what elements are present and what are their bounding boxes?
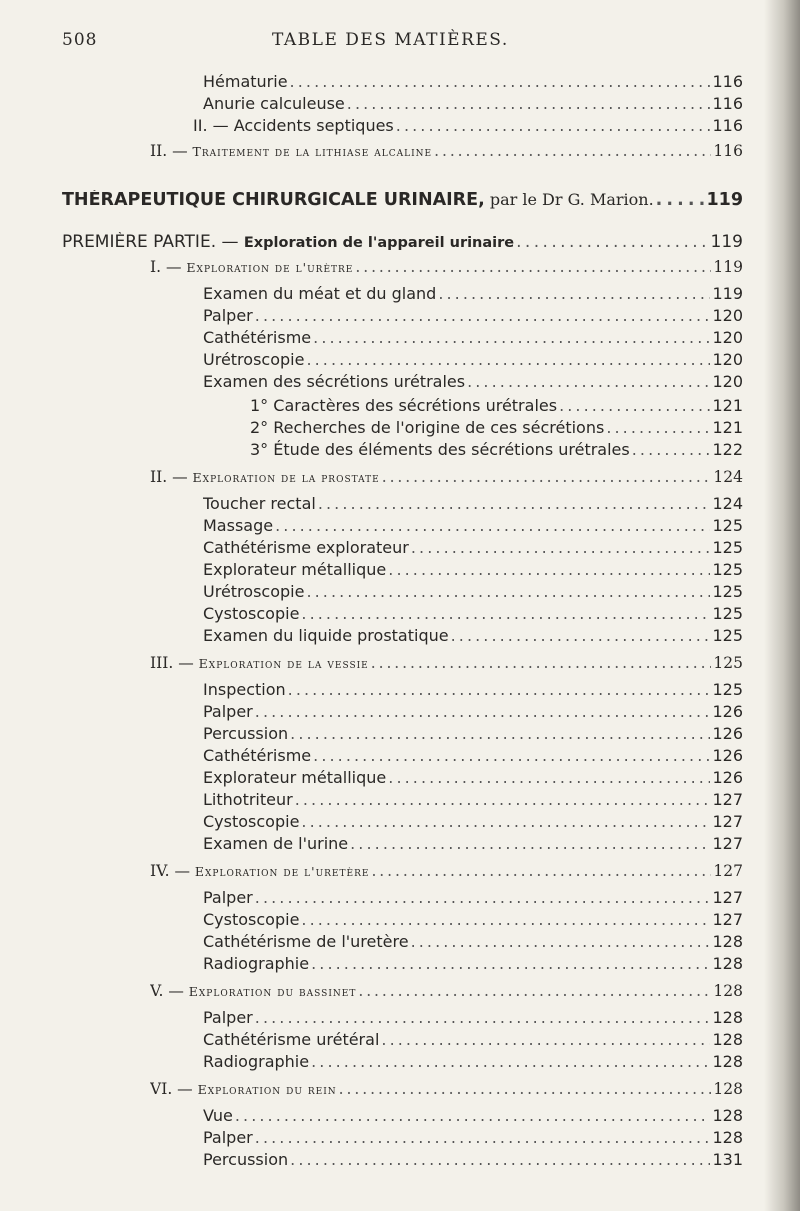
dot-leader	[388, 560, 710, 579]
toc-entry	[203, 626, 743, 648]
part-subtitle: Exploration de l'appareil urinaire	[243, 235, 515, 251]
toc-entry-label: Urétroscopie	[203, 350, 305, 369]
toc-entry-title	[203, 702, 253, 721]
dot-leader	[632, 440, 711, 459]
toc-entry-label: Cathétérisme explorateur	[203, 538, 409, 557]
toc-entry-label: Palper	[203, 702, 253, 721]
toc-entry	[250, 418, 743, 440]
toc-entry	[150, 258, 743, 280]
toc-entry-label: Radiographie	[203, 954, 310, 973]
author-credit: par le Dr G. Marion.	[484, 190, 654, 209]
toc-entry-title	[203, 932, 409, 951]
toc-entry-title	[193, 116, 394, 135]
toc-entry	[203, 582, 743, 604]
toc-entry-title	[203, 888, 253, 907]
toc-entry	[203, 702, 743, 724]
toc-entry	[150, 862, 743, 884]
toc-entry-label: 1° Caractères des sécrétions urétrales	[250, 396, 558, 415]
dot-leader	[371, 654, 712, 672]
toc-entry	[203, 1128, 743, 1150]
toc-entry-title	[203, 1106, 233, 1125]
toc-entry-title	[203, 1030, 379, 1049]
dot-leader	[306, 582, 710, 601]
dot-leader	[438, 284, 710, 303]
toc-entry-title	[150, 468, 380, 486]
toc-entry	[203, 494, 743, 516]
dot-leader	[290, 724, 710, 743]
toc-page-number: 127	[712, 910, 743, 929]
toc-entry-label: Traitement de la lithiase alcaline	[192, 144, 433, 159]
toc-entry-label: Toucher rectal	[203, 494, 316, 513]
toc-page-number: 124	[713, 468, 743, 486]
toc-entry-title	[203, 790, 293, 809]
dot-leader	[311, 1052, 710, 1071]
dot-leader	[350, 834, 710, 853]
toc-page-number: 128	[712, 1008, 743, 1027]
toc-page-number: 126	[712, 724, 743, 743]
toc-entry-label: Hématurie	[203, 72, 288, 91]
toc-entry-title	[203, 494, 316, 513]
dot-leader	[358, 982, 711, 1000]
toc-entry-label: Cystoscopie	[203, 910, 300, 929]
toc-entry	[62, 190, 743, 212]
toc-page-number: 126	[712, 746, 743, 765]
toc-page-number: 116	[713, 142, 743, 160]
toc-entry-title	[203, 284, 436, 303]
toc-entry	[150, 1080, 743, 1102]
toc-entry-title	[203, 306, 253, 325]
toc-entry-title	[150, 142, 432, 160]
dot-leader	[301, 910, 710, 929]
dot-leader	[275, 516, 710, 535]
toc-entry	[203, 680, 743, 702]
dot-leader	[311, 954, 710, 973]
dot-leader	[255, 1008, 711, 1027]
toc-entry	[250, 396, 743, 418]
toc-entry-label: Palper	[203, 1128, 253, 1147]
toc-entry-label: Examen de l'urine	[203, 834, 349, 853]
toc-entry-label: Examen du liquide prostatique	[203, 626, 449, 645]
toc-entry-title	[250, 396, 557, 415]
toc-entry-label: Inspection	[203, 680, 286, 699]
toc-entry-label: Exploration de l'uretère	[194, 864, 370, 879]
toc-entry-title	[203, 350, 304, 369]
toc-entry-title	[150, 1080, 337, 1098]
toc-entry-title	[203, 812, 299, 831]
toc-entry-title	[203, 1008, 253, 1027]
toc-page-number: 126	[712, 768, 743, 787]
toc-entry-title	[203, 1052, 309, 1071]
toc-entry-title	[62, 232, 514, 252]
toc-page-number: 126	[712, 702, 743, 721]
toc-entry-title	[203, 680, 286, 699]
toc-entry-label: Massage	[203, 516, 274, 535]
toc-entry	[62, 232, 743, 254]
toc-entry	[203, 834, 743, 856]
dot-leader	[388, 768, 710, 787]
dot-leader	[255, 1128, 711, 1147]
toc-entry-title	[62, 190, 654, 210]
dot-leader	[318, 494, 711, 513]
toc-entry-label: 3° Étude des éléments des sécrétions urétrales	[250, 440, 630, 459]
dot-leader	[606, 418, 710, 437]
toc-entry-label: Vue	[203, 1106, 233, 1125]
toc-page-number: 128	[712, 932, 743, 951]
toc-page-number: 128	[713, 1080, 743, 1098]
dot-leader	[290, 72, 711, 91]
toc-entry-title	[203, 724, 288, 743]
toc-entry	[203, 1150, 743, 1172]
toc-entry-label: THÉRAPEUTIQUE CHIRURGICALE URINAIRE,	[62, 190, 485, 210]
toc-entry-label: Exploration de la prostate	[192, 470, 380, 485]
toc-entry-label: Radiographie	[203, 1052, 310, 1071]
toc-entry	[203, 888, 743, 910]
toc-entry	[203, 954, 743, 976]
toc-entry	[203, 328, 743, 350]
dot-leader	[382, 468, 712, 486]
toc-entry	[203, 812, 743, 834]
toc-entry-title	[203, 372, 465, 391]
toc-entry-label: Cathétérisme urétéral	[203, 1030, 380, 1049]
toc-entry-label: Urétroscopie	[203, 582, 305, 601]
running-title: TABLE DES MATIÈRES.	[272, 30, 509, 50]
toc-page-number: 128	[712, 1106, 743, 1125]
toc-entry-label: Anurie calculeuse	[203, 94, 345, 113]
toc-entry-label: Exploration du bassinet	[188, 984, 357, 999]
dot-leader	[396, 116, 711, 135]
toc-page-number: 119	[706, 190, 743, 210]
dot-leader	[411, 932, 711, 951]
toc-entry	[203, 538, 743, 560]
toc-page-number: 119	[713, 258, 743, 276]
dot-leader	[347, 94, 711, 113]
toc-page-number: 128	[712, 954, 743, 973]
toc-entry	[150, 982, 743, 1004]
toc-page-number: 119	[710, 232, 743, 252]
page-edge-shadow	[764, 0, 800, 1211]
toc-entry-title	[203, 516, 273, 535]
toc-entry-label: Cathétérisme	[203, 746, 312, 765]
toc-page-number: 116	[712, 72, 743, 91]
toc-entry-label: Exploration de la vessie	[198, 656, 369, 671]
dot-leader	[255, 306, 711, 325]
dot-leader	[355, 258, 711, 276]
toc-entry-title	[150, 862, 369, 880]
dot-leader	[411, 538, 711, 557]
toc-entry-title	[203, 72, 288, 91]
toc-page-number: 124	[712, 494, 743, 513]
toc-page-number: 122	[712, 440, 743, 459]
toc-page-number: 121	[712, 418, 743, 437]
section-number: II. —	[150, 142, 193, 160]
toc-entry-title	[250, 440, 630, 459]
toc-entry-label: Palper	[203, 888, 253, 907]
toc-entry-title	[203, 1128, 253, 1147]
section-number: I. —	[150, 258, 187, 276]
toc-page-number: 120	[712, 328, 743, 347]
toc-entry-label: Explorateur métallique	[203, 768, 387, 787]
toc-entry-title	[150, 982, 356, 1000]
toc-entry-label: Cathétérisme	[203, 328, 312, 347]
toc-entry	[250, 440, 743, 462]
dot-leader	[467, 372, 710, 391]
toc-entry	[203, 560, 743, 582]
toc-page-number: 128	[712, 1128, 743, 1147]
toc-page-number: 128	[712, 1052, 743, 1071]
toc-entry	[203, 604, 743, 626]
toc-entry-title	[203, 560, 386, 579]
toc-entry-label: PREMIÈRE PARTIE. —	[62, 232, 244, 252]
dot-leader	[301, 604, 710, 623]
toc-entry	[203, 910, 743, 932]
toc-page-number: 121	[712, 396, 743, 415]
toc-entry-label: II. — Accidents septiques	[193, 116, 394, 135]
toc-entry-title	[203, 1150, 288, 1169]
dot-leader	[301, 812, 710, 831]
toc-entry-label: Percussion	[203, 724, 289, 743]
toc-entry-label: Examen des sécrétions urétrales	[203, 372, 466, 391]
toc-entry	[203, 746, 743, 768]
toc-entry-title	[203, 582, 304, 601]
toc-entry-title	[203, 768, 386, 787]
toc-page-number: 125	[712, 680, 743, 699]
toc-entry	[203, 724, 743, 746]
toc-entry-title	[203, 538, 409, 557]
toc-entry	[150, 468, 743, 490]
toc-entry-label: Cystoscopie	[203, 604, 300, 623]
section-number: II. —	[150, 468, 193, 486]
toc-entry	[203, 372, 743, 394]
section-number: V. —	[150, 982, 189, 1000]
toc-page-number: 131	[712, 1150, 743, 1169]
dot-leader	[371, 862, 711, 880]
dot-leader	[451, 626, 711, 645]
section-number: VI. —	[150, 1080, 198, 1098]
toc-page-number: 127	[712, 834, 743, 853]
toc-entry	[203, 350, 743, 372]
toc-page-number: 128	[713, 982, 743, 1000]
toc-page-number: 125	[712, 582, 743, 601]
dot-leader	[313, 746, 710, 765]
toc-entry	[203, 1008, 743, 1030]
toc-page-number: 127	[712, 812, 743, 831]
toc-entry-title	[203, 954, 309, 973]
toc-page-number: 116	[712, 94, 743, 113]
dot-leader	[288, 680, 711, 699]
toc-entry-label: Exploration du rein	[197, 1082, 337, 1097]
toc-entry-title	[150, 258, 353, 276]
toc-entry-label: 2° Recherches de l'origine de ces sécrétions	[250, 418, 605, 437]
toc-entry	[193, 116, 743, 138]
dot-leader	[434, 142, 711, 160]
toc-page-number: 127	[712, 790, 743, 809]
toc-page-number: 125	[712, 604, 743, 623]
toc-entry-label: Cystoscopie	[203, 812, 300, 831]
toc-entry-label: Lithotriteur	[203, 790, 293, 809]
toc-entry-title	[203, 834, 348, 853]
toc-page-number: 125	[712, 516, 743, 535]
toc-entry-label: Palper	[203, 1008, 253, 1027]
toc-entry	[203, 1052, 743, 1074]
dot-leader	[656, 190, 705, 210]
toc-entry	[203, 790, 743, 812]
toc-entry-label: Examen du méat et du gland	[203, 284, 437, 303]
toc-entry-title	[203, 94, 345, 113]
toc-entry	[203, 1030, 743, 1052]
toc-entry	[203, 94, 743, 116]
dot-leader	[313, 328, 710, 347]
toc-page-number: 116	[712, 116, 743, 135]
dot-leader	[235, 1106, 711, 1125]
toc-page-number: 120	[712, 350, 743, 369]
dot-leader	[295, 790, 711, 809]
toc-entry-label: Palper	[203, 306, 253, 325]
toc-page-number: 125	[712, 626, 743, 645]
dot-leader	[255, 888, 711, 907]
toc-entry	[203, 516, 743, 538]
toc-page-number: 127	[713, 862, 743, 880]
dot-leader	[255, 702, 711, 721]
toc-entry-label: Explorateur métallique	[203, 560, 387, 579]
dot-leader	[339, 1080, 712, 1098]
toc-entry	[203, 72, 743, 94]
toc-entry	[203, 306, 743, 328]
page-number: 508	[62, 30, 98, 50]
dot-leader	[306, 350, 710, 369]
toc-page-number: 127	[712, 888, 743, 907]
toc-entry	[150, 142, 743, 164]
dot-leader	[290, 1150, 710, 1169]
toc-entry	[203, 932, 743, 954]
toc-page-number: 125	[713, 654, 743, 672]
toc-entry-title	[150, 654, 369, 672]
toc-page-number: 120	[712, 372, 743, 391]
toc-entry	[150, 654, 743, 676]
running-head	[62, 30, 754, 54]
dot-leader	[559, 396, 710, 415]
toc-entry-title	[203, 626, 449, 645]
toc-page-number: 128	[712, 1030, 743, 1049]
toc-entry-label: Exploration de l'urètre	[186, 260, 354, 275]
dot-leader	[381, 1030, 710, 1049]
toc-entry-title	[203, 604, 299, 623]
toc-entry-title	[203, 910, 299, 929]
section-number: IV. —	[150, 862, 195, 880]
toc-entry	[203, 1106, 743, 1128]
toc-page-number: 125	[712, 560, 743, 579]
toc-page-number: 119	[712, 284, 743, 303]
toc-entry-label: Percussion	[203, 1150, 289, 1169]
toc-entry	[203, 284, 743, 306]
toc-entry-title	[203, 746, 311, 765]
toc-entry-title	[203, 328, 311, 347]
toc-page-number: 125	[712, 538, 743, 557]
toc-entry-title	[250, 418, 604, 437]
toc-entry	[203, 768, 743, 790]
section-number: III. —	[150, 654, 199, 672]
toc-page-number: 120	[712, 306, 743, 325]
toc-entry-label: Cathétérisme de l'uretère	[203, 932, 409, 951]
dot-leader	[516, 232, 708, 252]
